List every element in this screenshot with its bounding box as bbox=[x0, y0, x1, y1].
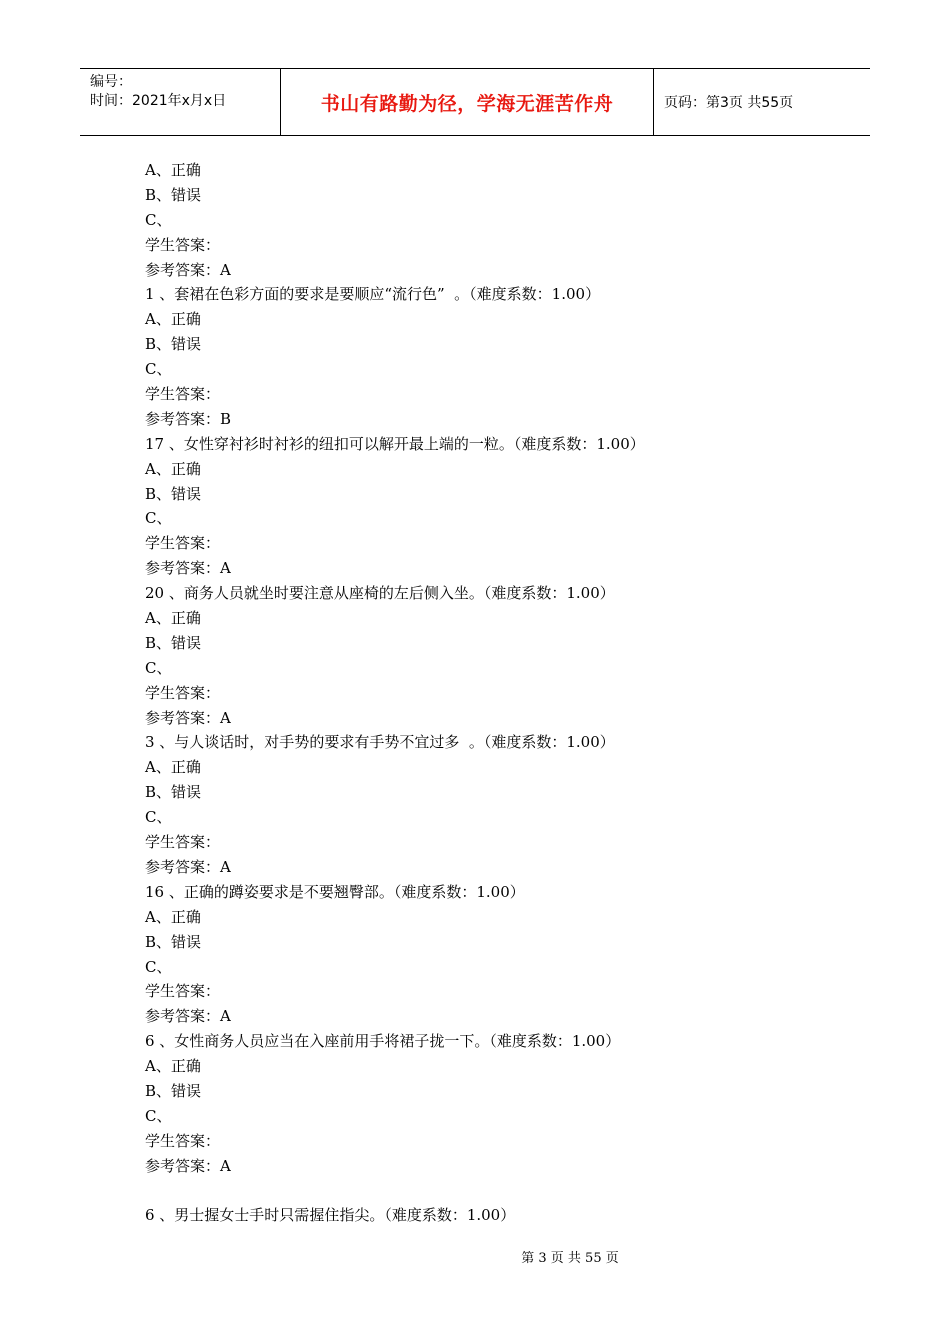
page-footer: 第 3 页 共 55 页 bbox=[521, 1251, 619, 1266]
document-number-label: 编号： bbox=[90, 74, 132, 90]
content-line: C、 bbox=[145, 808, 172, 827]
question-text: 16 、正确的蹲姿要求是不要翘臀部。（难度系数：1.00） bbox=[145, 882, 525, 901]
content-line: C、 bbox=[145, 509, 172, 528]
content-line: 参考答案：A bbox=[145, 708, 231, 727]
content-line: C、 bbox=[145, 360, 172, 379]
question-text: 6 、女性商务人员应当在入座前用手将裙子拢一下。（难度系数：1.00） bbox=[145, 1032, 621, 1051]
header-meta bbox=[80, 69, 281, 135]
content-line: 学生答案： bbox=[145, 833, 221, 852]
blank-line bbox=[145, 1179, 845, 1204]
content-line: 参考答案：B bbox=[145, 409, 232, 428]
content-line: 参考答案：A bbox=[145, 260, 231, 279]
content-line: 学生答案： bbox=[145, 683, 221, 702]
content-line: 参考答案：A bbox=[145, 857, 231, 876]
content-line: 学生答案： bbox=[145, 534, 221, 553]
header-page-code: 页码：第3页 共55页 bbox=[664, 95, 794, 111]
content-line: A、正确 bbox=[145, 609, 201, 628]
content-line: 学生答案： bbox=[145, 385, 221, 404]
document-time-label: 时间：2021年x月x日 bbox=[90, 93, 227, 109]
content-line: 参考答案：A bbox=[145, 1007, 231, 1026]
content-line: A、正确 bbox=[145, 758, 201, 777]
content-line: C、 bbox=[145, 1106, 172, 1125]
content-line: C、 bbox=[145, 210, 172, 229]
content-line: B、错误 bbox=[145, 185, 202, 204]
question-text: 17 、女性穿衬衫时衬衫的纽扣可以解开最上端的一粒。（难度系数：1.00） bbox=[145, 434, 645, 453]
question-text: 3 、与人谈话时，对手势的要求有手势不宜过多 。（难度系数：1.00） bbox=[145, 733, 615, 752]
content-line: B、错误 bbox=[145, 484, 202, 503]
content-line: C、 bbox=[145, 957, 172, 976]
content-line: A、正确 bbox=[145, 1057, 201, 1076]
content-line: B、错误 bbox=[145, 1081, 202, 1100]
question-text: 1 、套裙在色彩方面的要求是要顺应“流行色” 。（难度系数：1.00） bbox=[145, 285, 601, 304]
question-text: 20 、商务人员就坐时要注意从座椅的左后侧入坐。（难度系数：1.00） bbox=[145, 584, 615, 603]
question-content bbox=[145, 158, 845, 1228]
page-header bbox=[80, 68, 870, 136]
content-line: A、正确 bbox=[145, 907, 201, 926]
header-motto: 书山有路勤为径，学海无涯苦作舟 bbox=[281, 69, 654, 135]
content-line: B、错误 bbox=[145, 932, 202, 951]
content-line: C、 bbox=[145, 658, 172, 677]
content-line: 学生答案： bbox=[145, 1131, 221, 1150]
content-line: 学生答案： bbox=[145, 982, 221, 1001]
content-line: 学生答案： bbox=[145, 235, 221, 254]
content-line: A、正确 bbox=[145, 161, 201, 179]
content-line: B、错误 bbox=[145, 633, 202, 652]
content-line: B、错误 bbox=[145, 783, 202, 802]
content-line: A、正确 bbox=[145, 459, 201, 478]
content-line: A、正确 bbox=[145, 310, 201, 329]
content-line: B、错误 bbox=[145, 335, 202, 354]
content-line: 参考答案：A bbox=[145, 1156, 231, 1175]
question-text: 6 、男士握女士手时只需握住指尖。（难度系数：1.00） bbox=[145, 1206, 516, 1225]
content-line: 参考答案：A bbox=[145, 559, 231, 578]
